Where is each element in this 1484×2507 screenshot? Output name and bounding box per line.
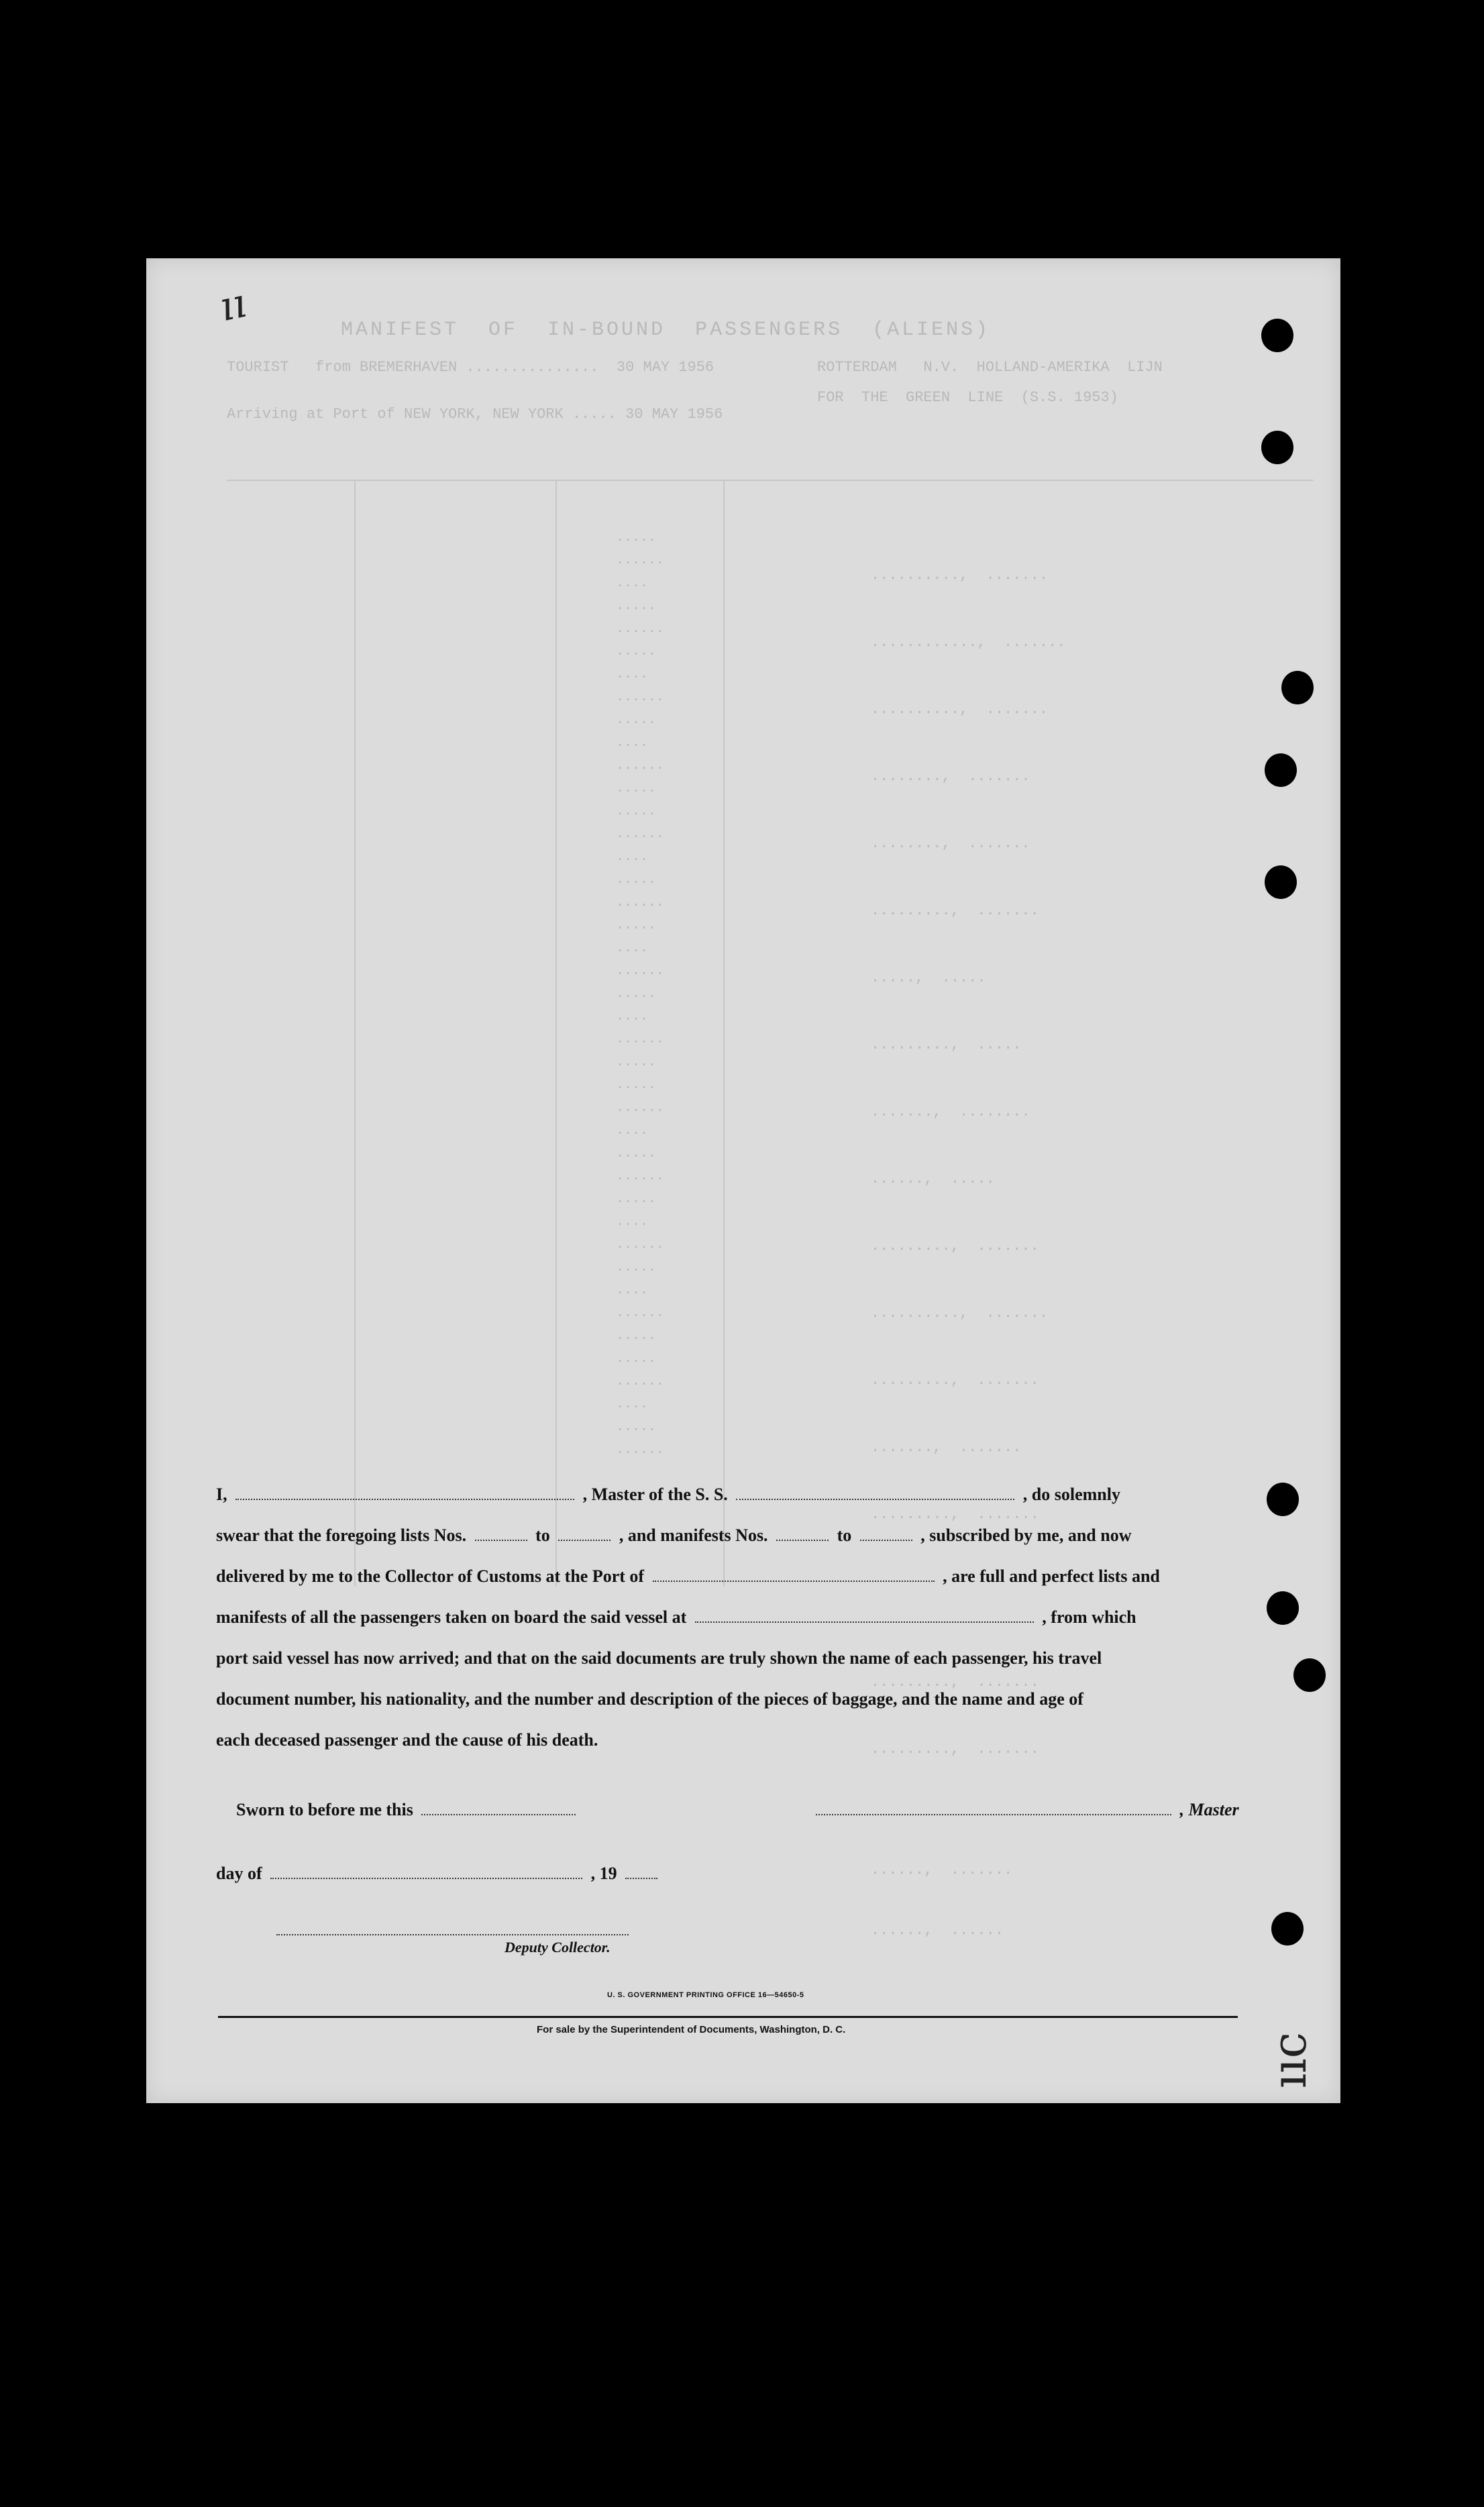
punch-hole [1267, 1483, 1299, 1516]
sworn-label: Sworn to before me this [236, 1800, 413, 1819]
month-blank [270, 1877, 582, 1879]
document-page: MANIFEST OF IN-BOUND PASSENGERS (ALIENS) TOURIST from BREMERHAVEN ............... 30 MAY 1956 ROTTERDAM N.V. HOLLAND-AMERIKA LIJN Arriving at Port of NEW YORK, NEW YORK ..... 30 MAY 1956 FOR THE GREEN LINE (S.S. 1953) .........., ....... ............, ....... .........., ....... ........, ....... ........, ....... ........., ....... ....., ..... ........., ..... ......., ........ ......, ..... ........., ....... .........., ....... ........., ....... ......., ....... ........., ....... ..... ...... .... ..... ...... ..... .... ...... ..... .... ...... ..... ..... ...... .... ..... ...... ..... .... ...... ..... .... ...... ..... ..... ...... .... ..... ...... ..... .... ...... ..... .... ...... ..... ..... ...... .... ..... ...... ........., ....... ........., ....... ......, ....... ......, ...... ıı [146, 258, 1340, 2103]
footer-rule [218, 2016, 1238, 2018]
punch-hole [1293, 1658, 1326, 1692]
day-of-label: day of [216, 1864, 262, 1883]
year-blank [625, 1877, 657, 1879]
oath-text: I, [216, 1485, 227, 1504]
oath-text: to [837, 1526, 852, 1545]
manifest-from-blank [776, 1539, 829, 1541]
punch-hole [1281, 671, 1314, 704]
oath-text: , from which [1042, 1607, 1136, 1627]
oath-text: to [535, 1526, 550, 1545]
oath-text: manifests of all the passengers taken on board the said vessel at [216, 1607, 687, 1627]
port-blank [653, 1580, 935, 1582]
punch-hole [1265, 865, 1297, 899]
ship-name-blank [736, 1498, 1014, 1500]
corner-handwritten-mark: ıı [215, 279, 251, 331]
embarkation-port-blank [695, 1621, 1034, 1623]
punch-hole [1271, 1912, 1304, 1945]
oath-text: , subscribed by me, and now [920, 1526, 1132, 1545]
master-signature-blank [816, 1813, 1171, 1815]
list-to-blank [558, 1539, 611, 1541]
oath-line-3 [216, 1568, 1238, 1585]
printer-line: U. S. GOVERNMENT PRINTING OFFICE 16—54650-5 [607, 1991, 804, 1999]
list-from-blank [475, 1539, 527, 1541]
oath-line-4 [216, 1609, 1238, 1626]
deputy-signature-blank [276, 1934, 629, 1935]
footer-text: For sale by the Superintendent of Documents, Washington, D. C. [537, 2024, 846, 2035]
oath-text: swear that the foregoing lists Nos. [216, 1526, 467, 1545]
punch-hole [1265, 753, 1297, 787]
master-name-blank [235, 1498, 574, 1500]
day-of-line [216, 1865, 1238, 1882]
oath-text: , are full and perfect lists and [943, 1566, 1160, 1586]
punch-hole [1261, 319, 1293, 352]
manifest-to-blank [860, 1539, 912, 1541]
oath-text: delivered by me to the Collector of Customs at the Port of [216, 1566, 645, 1586]
year-label: , 19 [590, 1864, 617, 1883]
oath-line-1 [216, 1486, 1238, 1503]
punch-hole [1261, 431, 1293, 464]
oath-text: , and manifests Nos. [619, 1526, 768, 1545]
punch-hole [1267, 1591, 1299, 1625]
oath-text: , do solemnly [1022, 1485, 1120, 1504]
side-handwritten-mark: ııc [1261, 2032, 1317, 2088]
oath-line-2 [216, 1527, 1238, 1544]
master-signature-line [812, 1801, 1241, 1819]
sworn-date-blank [421, 1813, 576, 1815]
oath-line-6: document number, his nationality, and the number and description of the pieces of baggage, and the name and age of [216, 1689, 1083, 1709]
oath-line-5: port said vessel has now arrived; and that on the said documents are truly shown the name of each passenger, his travel [216, 1648, 1102, 1668]
oath-text: , Master of the S. S. [582, 1485, 728, 1504]
master-label: , Master [1179, 1800, 1239, 1819]
oath-line-7: each deceased passenger and the cause of his death. [216, 1730, 598, 1750]
deputy-collector-label: Deputy Collector. [505, 1939, 611, 1956]
